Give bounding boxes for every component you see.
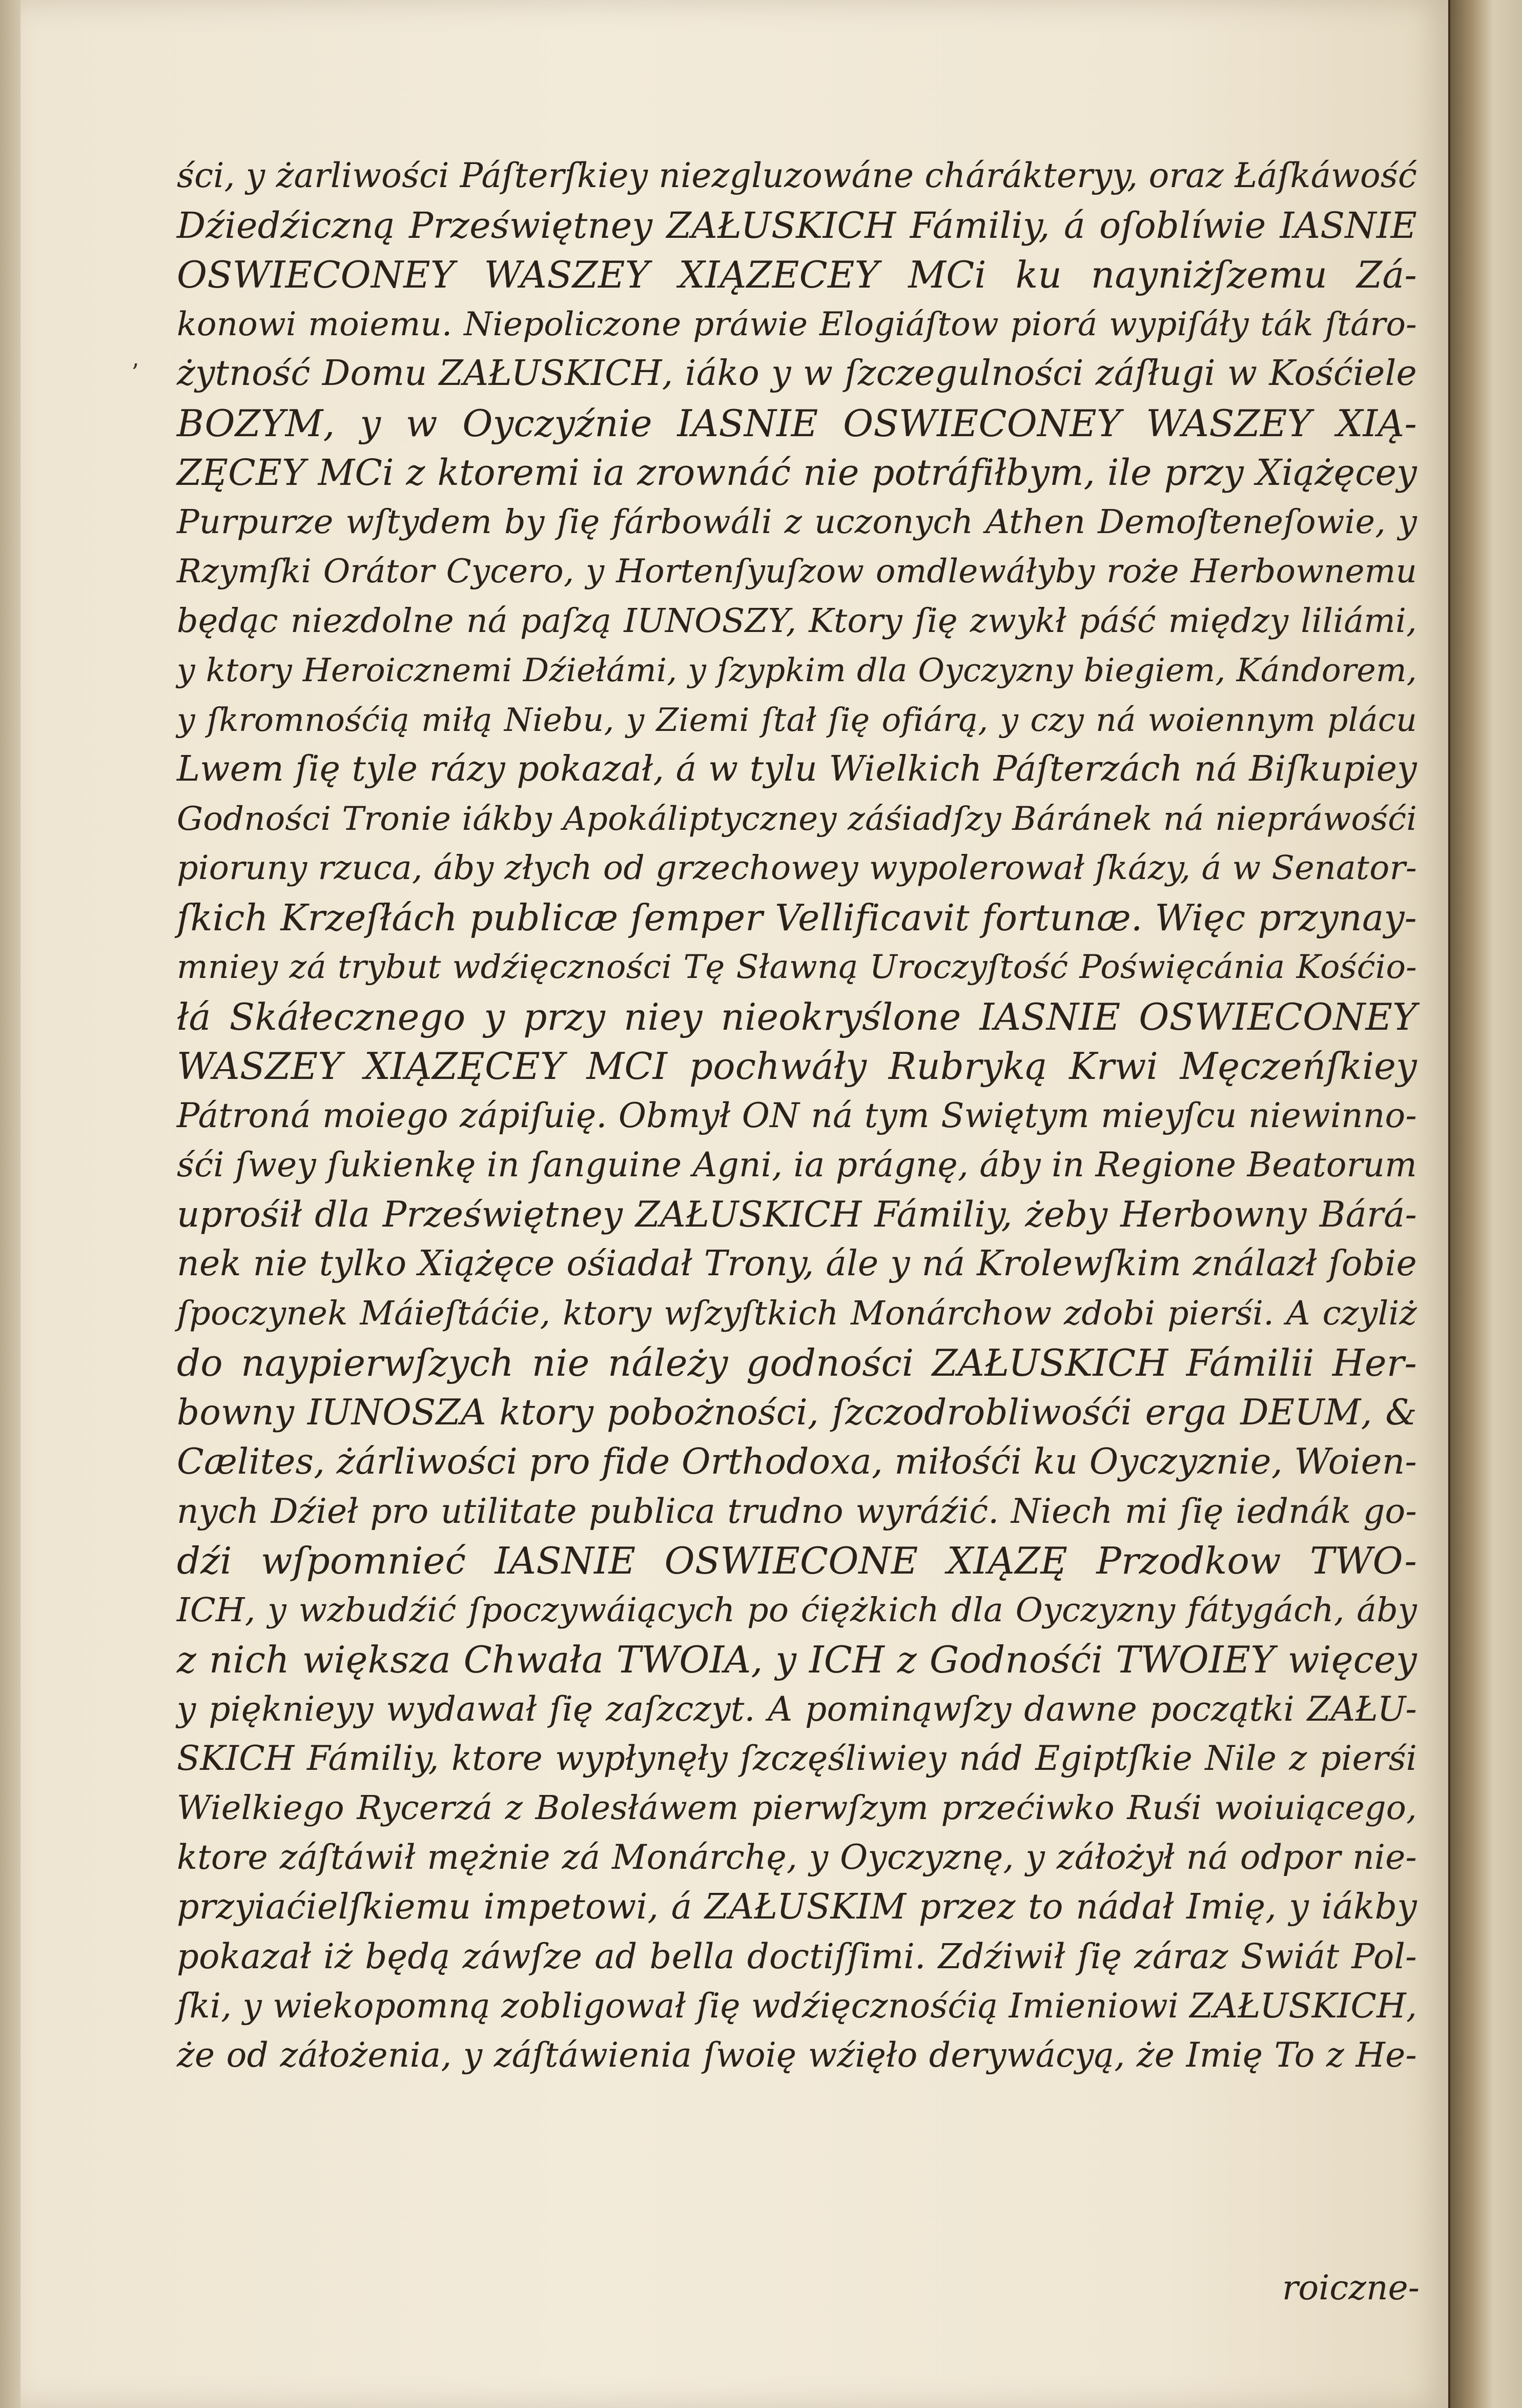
- text-line: bowny IUNOSZA ktory pobożności, ſzczodrobliwośći erga DEUM, &: [177, 1392, 1417, 1433]
- text-line: mniey zá trybut wdźięczności Tę Sławną Uroczyſtość Poświęcánia Kośćio-: [177, 948, 1417, 986]
- text-line: y pięknieyy wydawał ſię zaſzczyt. A pominąwſzy dawne początki ZAŁU-: [177, 1689, 1417, 1729]
- text-line: przyiaćielſkiemu impetowi, á ZAŁUSKIM przez to nádał Imię, y iákby: [177, 1886, 1417, 1927]
- text-line: nych Dźieł pro utilitate publica trudno wyráźić. Niech mi ſię iednák go-: [177, 1491, 1417, 1531]
- margin-mark: ʼ: [131, 359, 138, 386]
- text-line: pokazał iż będą záwſze ad bella doctiſſimi. Zdźiwił ſię záraz Swiát Pol-: [177, 1936, 1417, 1976]
- text-line: OSWIECONEY WASZEY XIĄZECEY MCi ku nayniżſzemu Zá-: [177, 253, 1417, 296]
- text-line: łá Skáłecznego y przy niey nieokryślone IASNIE OSWIECONEY: [177, 995, 1417, 1038]
- text-line: WASZEY XIĄZĘCEY MCI pochwáły Rubryką Krwi Męczeńſkiey: [177, 1045, 1417, 1088]
- text-line: Purpurze wſtydem by ſię fárbowáli z uczonych Athen Demoſteneſowie, y: [177, 502, 1417, 541]
- text-line: y ſkromnośćią miłą Niebu, y Ziemi ſtał ſię ofiárą, y czy ná woiennym plácu: [177, 701, 1417, 739]
- text-line: ZĘCEY MCi z ktoremi ia zrownáć nie potráfiłbym, ile przy Xiążęcey: [177, 452, 1417, 494]
- text-line: Pátroná moiego zápiſuię. Obmył ON ná tym Swiętym mieyſcu niewinno-: [177, 1095, 1417, 1135]
- text-line: uprośił dla Przeświętney ZAŁUSKICH Fámiliy, żeby Herbowny Bárá-: [177, 1194, 1417, 1235]
- text-line: do naypierwſzych nie náleży godności ZAŁUSKICH Fámilii Her-: [177, 1341, 1417, 1384]
- adjacent-page-edge: [1450, 0, 1522, 2408]
- body-text: [177, 151, 1417, 2080]
- text-line: żytność Domu ZAŁUSKICH, iáko y w ſzczegulności záſługi w Kośćiele: [177, 353, 1417, 394]
- text-line: dźi wſpomnieć IASNIE OSWIECONE XIĄZĘ Przodkow TWO-: [177, 1539, 1417, 1582]
- catchword: roiczne-: [1282, 2268, 1420, 2308]
- text-line: ści, y żarliwości Páſterſkiey niezgluzowáne chárákteryy, oraz Łáſkáwość: [177, 156, 1417, 195]
- text-line: y ktory Heroicznemi Dźiełámi, y ſzypkim dla Oyczyzny biegiem, Kándorem,: [177, 651, 1417, 689]
- text-line: Lwem ſię tyle rázy pokazał, á w tylu Wielkich Páſterzách ná Biſkupiey: [177, 749, 1417, 789]
- text-line: nek nie tylko Xiążęce ośiadał Trony, ále y ná Krolewſkim ználazł ſobie: [177, 1243, 1417, 1284]
- text-line: będąc niezdolne ná paſzą IUNOSZY, Ktory ſię zwykł páść między liliámi,: [177, 601, 1417, 640]
- text-line: konowi moiemu. Niepoliczone práwie Elogiáſtow piorá wypiſáły ták ſtáro-: [177, 305, 1417, 343]
- text-line: ktore záſtáwił mężnie zá Monárchę, y Oyczyznę, y záłożył ná odpor nie-: [177, 1838, 1417, 1877]
- text-line: ſki, y wiekopomną zobligował ſię wdźięcznośćią Imieniowi ZAŁUSKICH,: [177, 1986, 1417, 2026]
- text-line: pioruny rzuca, áby złych od grzechowey wypolerował ſkázy, á w Senator-: [177, 849, 1417, 887]
- text-line: Rzymſki Orátor Cycero, y Hortenſyuſzow omdlewáłyby roże Herbownemu: [177, 553, 1417, 590]
- text-line: SKICH Fámiliy, ktore wypłynęły ſzczęśliwiey nád Egiptſkie Nile z pierśi: [177, 1739, 1417, 1778]
- text-line: Wielkiego Rycerzá z Bolesłáwem pierwſzym przećiwko Ruśi woiuiącego,: [177, 1788, 1417, 1827]
- text-line: z nich większa Chwała TWOIA, y ICH z Godnośći TWOIEY więcey: [177, 1638, 1417, 1681]
- text-line: Godności Tronie iákby Apokáliptyczney záśiadſzy Báránek ná niepráwośći: [177, 800, 1417, 838]
- text-line: Dźiedźiczną Przeświętney ZAŁUSKICH Fámiliy, á oſoblíwie IASNIE: [177, 204, 1417, 247]
- text-line: ICH, y wzbudźić ſpoczywáiących po ćiężkich dla Oyczyzny fátygách, áby: [177, 1590, 1417, 1629]
- text-line: BOZYM, y w Oyczyźnie IASNIE OSWIECONEY WASZEY XIĄ-: [177, 401, 1417, 445]
- text-line: że od záłożenia, y záſtáwienia ſwoię wźięło derywácyą, że Imię To z He-: [177, 2035, 1417, 2075]
- text-line: ſkich Krzeſłách publicæ ſemper Vellificavit fortunæ. Więc przynay-: [177, 896, 1417, 939]
- text-line: śći ſwey ſukienkę in ſanguine Agni, ia prágnę, áby in Regione Beatorum: [177, 1145, 1417, 1185]
- text-line: ſpoczynek Máieſtáćie, ktory wſzyſtkich Monárchow zdobi pierśi. A czyliż: [177, 1294, 1417, 1333]
- text-line: Cælites, żárliwości pro fide Orthodoxa, miłośći ku Oyczyznie, Woien-: [177, 1441, 1417, 1482]
